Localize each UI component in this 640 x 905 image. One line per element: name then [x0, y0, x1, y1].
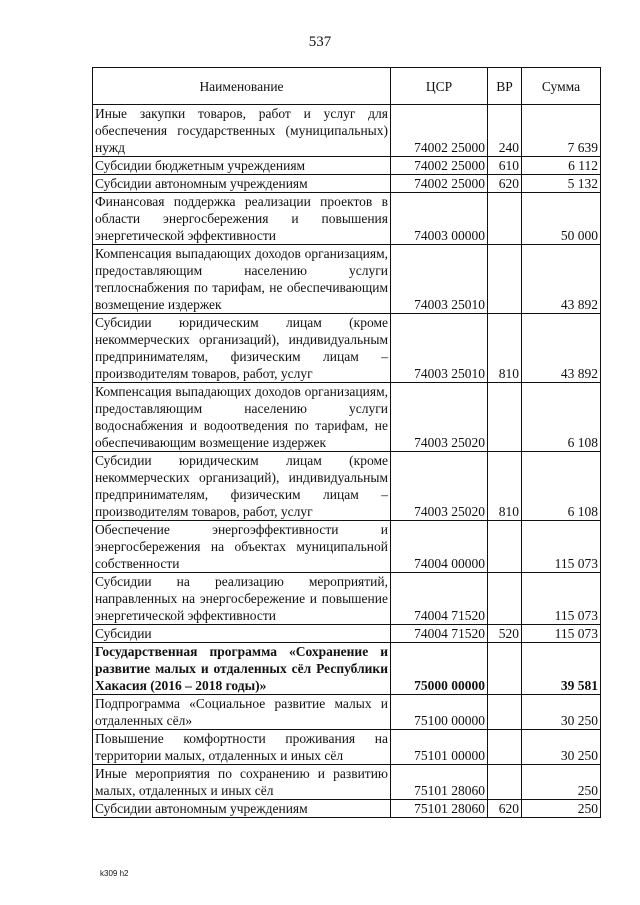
row-vr-cell [488, 245, 522, 314]
row-csr-cell: 75101 28060 [391, 765, 488, 800]
row-sum-cell: 30 250 [522, 695, 601, 730]
row-vr-cell [488, 730, 522, 765]
budget-table [92, 67, 601, 818]
row-vr-cell: 610 [488, 157, 522, 175]
row-sum-cell: 39 581 [522, 643, 601, 695]
row-name-cell: Компенсация выпадающих доходов организациям, предоставляющим населению услуги теплоснабжения по тарифам, не обеспечивающим возмещение издержек [93, 245, 391, 314]
row-name-cell: Субсидии бюджетным учреждениям [93, 157, 391, 175]
row-name-cell: Субсидии [93, 625, 391, 643]
row-csr-cell: 74003 25020 [391, 383, 488, 452]
row-csr-cell: 75100 00000 [391, 695, 488, 730]
row-csr-cell: 74004 71520 [391, 573, 488, 625]
table-body [93, 105, 601, 818]
row-vr-cell: 810 [488, 452, 522, 521]
table-row [93, 193, 601, 245]
row-sum-cell: 30 250 [522, 730, 601, 765]
footer-code: k309 h2 [100, 869, 129, 878]
header-sum: Сумма [522, 68, 601, 105]
row-name-cell: Субсидии автономным учреждениям [93, 175, 391, 193]
row-csr-cell: 74003 25020 [391, 452, 488, 521]
row-name-cell: Подпрограмма «Социальное развитие малых и отдаленных сёл» [93, 695, 391, 730]
table-row [93, 765, 601, 800]
header-csr: ЦСР [391, 68, 488, 105]
row-vr-cell [488, 521, 522, 573]
table-row [93, 800, 601, 818]
row-csr-cell: 74002 25000 [391, 157, 488, 175]
row-name-cell: Иные мероприятия по сохранению и развитию малых, отдаленных и иных сёл [93, 765, 391, 800]
row-csr-cell: 74002 25000 [391, 175, 488, 193]
row-sum-cell: 250 [522, 800, 601, 818]
row-name-cell: Иные закупки товаров, работ и услуг для обеспечения государственных (муниципальных) нужд [93, 105, 391, 157]
row-sum-cell: 7 639 [522, 105, 601, 157]
row-name-cell: Финансовая поддержка реализации проектов в области энергосбережения и повышения энергетической эффективности [93, 193, 391, 245]
header-vr: ВР [488, 68, 522, 105]
row-csr-cell: 74004 71520 [391, 625, 488, 643]
table-row [93, 573, 601, 625]
row-vr-cell [488, 193, 522, 245]
page-number: 537 [308, 34, 332, 50]
row-vr-cell [488, 643, 522, 695]
row-vr-cell: 620 [488, 175, 522, 193]
row-sum-cell: 115 073 [522, 625, 601, 643]
row-sum-cell: 6 108 [522, 383, 601, 452]
table-row [93, 625, 601, 643]
row-sum-cell: 43 892 [522, 314, 601, 383]
row-vr-cell: 240 [488, 105, 522, 157]
row-sum-cell: 43 892 [522, 245, 601, 314]
row-csr-cell: 75101 28060 [391, 800, 488, 818]
table-row [93, 643, 601, 695]
row-sum-cell: 115 073 [522, 521, 601, 573]
row-vr-cell [488, 765, 522, 800]
table-row [93, 175, 601, 193]
table-row [93, 314, 601, 383]
row-name-cell: Повышение комфортности проживания на территории малых, отдаленных и иных сёл [93, 730, 391, 765]
table-header-row [93, 68, 601, 105]
table-row [93, 521, 601, 573]
row-csr-cell: 74002 25000 [391, 105, 488, 157]
row-vr-cell [488, 573, 522, 625]
row-vr-cell [488, 695, 522, 730]
table-row [93, 383, 601, 452]
row-csr-cell: 75000 00000 [391, 643, 488, 695]
row-name-cell: Компенсация выпадающих доходов организациям, предоставляющим населению услуги водоснабжения и водоотведения по тарифам, не обеспечивающим возмещение издержек [93, 383, 391, 452]
row-sum-cell: 6 112 [522, 157, 601, 175]
table-row [93, 695, 601, 730]
row-sum-cell: 250 [522, 765, 601, 800]
row-sum-cell: 6 108 [522, 452, 601, 521]
row-csr-cell: 75101 00000 [391, 730, 488, 765]
row-vr-cell: 810 [488, 314, 522, 383]
row-csr-cell: 74003 00000 [391, 193, 488, 245]
row-csr-cell: 74004 00000 [391, 521, 488, 573]
table-row [93, 157, 601, 175]
row-name-cell: Обеспечение энергоэффективности и энергосбережения на объектах муниципальной собственности [93, 521, 391, 573]
row-name-cell: Субсидии автономным учреждениям [93, 800, 391, 818]
row-vr-cell [488, 383, 522, 452]
row-name-cell: Государственная программа «Сохранение и развитие малых и отдаленных сёл Республики Хакасия (2016 – 2018 годы)» [93, 643, 391, 695]
table-row [93, 105, 601, 157]
table-row [93, 730, 601, 765]
row-name-cell: Субсидии юридическим лицам (кроме некоммерческих организаций), индивидуальным предпринимателям, физическим лицам – производителям товаров, работ, услуг [93, 314, 391, 383]
row-sum-cell: 50 000 [522, 193, 601, 245]
row-csr-cell: 74003 25010 [391, 314, 488, 383]
header-name: Наименование [93, 68, 391, 105]
row-csr-cell: 74003 25010 [391, 245, 488, 314]
row-vr-cell: 620 [488, 800, 522, 818]
row-sum-cell: 5 132 [522, 175, 601, 193]
table-row [93, 452, 601, 521]
row-vr-cell: 520 [488, 625, 522, 643]
row-name-cell: Субсидии на реализацию мероприятий, направленных на энергосбережение и повышение энергетической эффективности [93, 573, 391, 625]
table-row [93, 245, 601, 314]
row-name-cell: Субсидии юридическим лицам (кроме некоммерческих организаций), индивидуальным предпринимателям, физическим лицам – производителям товаров, работ, услуг [93, 452, 391, 521]
row-sum-cell: 115 073 [522, 573, 601, 625]
